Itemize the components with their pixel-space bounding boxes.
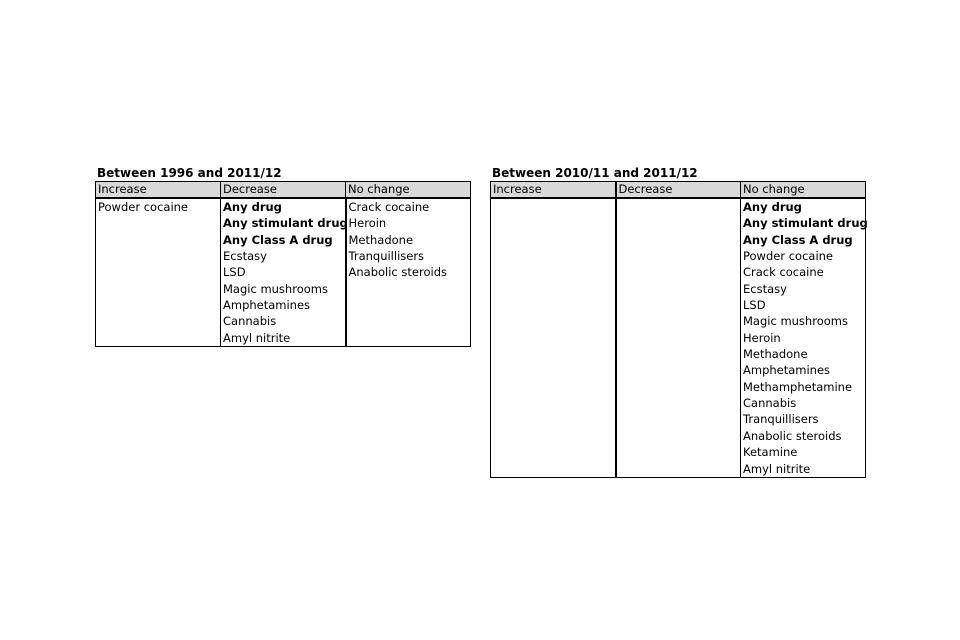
list-item: Amyl nitrite — [223, 330, 291, 345]
list-item: Any drug — [223, 200, 282, 214]
list-item: Crack cocaine — [348, 200, 430, 214]
list-item: LSD — [743, 298, 766, 313]
list-item: LSD — [223, 265, 246, 280]
list-item: Anabolic steroids — [743, 428, 842, 443]
list-item: Heroin — [348, 216, 387, 231]
list-item: Ketamine — [743, 445, 798, 460]
list-item: Ecstasy — [743, 281, 787, 296]
list-item: Anabolic steroids — [348, 265, 447, 280]
list-item: Methamphetamine — [743, 379, 853, 394]
header-increase: Increase — [96, 182, 221, 199]
table-block-1996-2011 — [95, 166, 471, 347]
header-row — [96, 182, 471, 199]
list-item: Cannabis — [223, 314, 277, 329]
list-item: Any drug — [743, 200, 802, 214]
table-body-row — [491, 198, 866, 477]
change-table — [95, 181, 471, 347]
header-decrease: Decrease — [221, 182, 346, 199]
list-item: Crack cocaine — [743, 265, 824, 280]
header-row — [491, 182, 866, 199]
list-item: Ecstasy — [223, 249, 267, 264]
header-decrease: Decrease — [616, 182, 741, 199]
change-table — [490, 181, 866, 478]
list-item: Any stimulant drug — [743, 216, 868, 231]
table-title: Between 2010/11 and 2011/12 — [492, 166, 698, 180]
decrease-cell — [221, 198, 346, 347]
list-item: Magic mushrooms — [223, 281, 328, 296]
list-item: Amphetamines — [743, 363, 831, 378]
list-item: Cannabis — [743, 396, 797, 411]
no-change-cell — [741, 198, 866, 477]
header-increase: Increase — [491, 182, 616, 199]
list-item: Amyl nitrite — [743, 461, 811, 476]
decrease-cell — [616, 198, 741, 477]
list-item: Tranquillisers — [348, 249, 425, 264]
increase-cell — [96, 198, 221, 347]
list-item: Magic mushrooms — [743, 314, 848, 329]
table-body-row — [96, 198, 471, 347]
list-item: Any Class A drug — [223, 232, 333, 247]
list-item: Powder cocaine — [98, 200, 189, 214]
list-item: Any stimulant drug — [223, 216, 348, 231]
table-title: Between 1996 and 2011/12 — [97, 166, 282, 180]
list-item: Any Class A drug — [743, 232, 853, 247]
list-item: Methadone — [348, 232, 414, 247]
list-item: Amphetamines — [223, 298, 311, 313]
header-no-change: No change — [346, 182, 471, 199]
table-block-2010-2011 — [490, 166, 866, 478]
header-no-change: No change — [741, 182, 866, 199]
list-item: Methadone — [743, 347, 808, 362]
no-change-cell — [346, 198, 471, 347]
increase-cell — [491, 198, 616, 477]
list-item: Heroin — [743, 330, 781, 345]
list-item: Tranquillisers — [743, 412, 819, 427]
list-item: Powder cocaine — [743, 249, 834, 264]
